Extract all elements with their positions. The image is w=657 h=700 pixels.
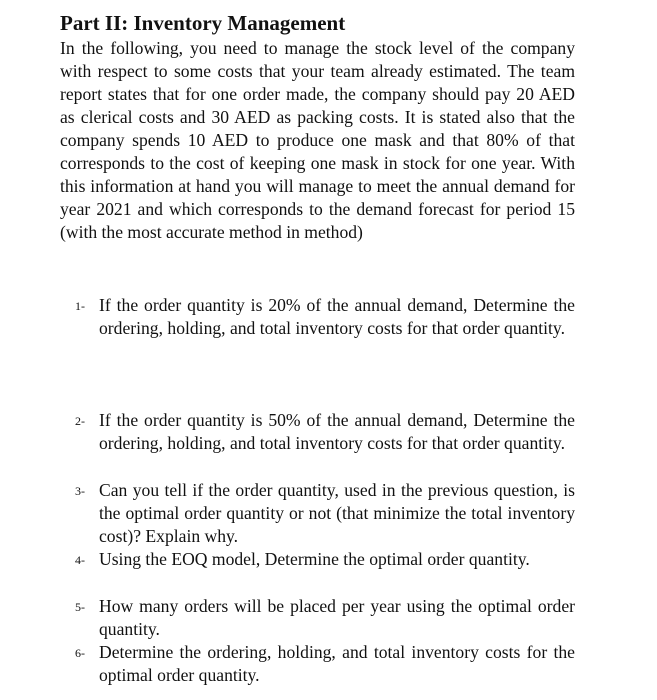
question-text: How many orders will be placed per year using the optimal order quantity. <box>99 596 575 639</box>
question-item-1 <box>75 294 575 340</box>
question-text: Using the EOQ model, Determine the optimal order quantity. <box>99 549 530 569</box>
question-item-4 <box>75 548 575 571</box>
question-number: 2- <box>75 414 85 428</box>
question-item-2 <box>75 409 575 455</box>
question-number: 1- <box>75 299 85 313</box>
question-item-3 <box>75 479 575 548</box>
section-title: Part II: Inventory Management <box>60 11 346 35</box>
question-number: 4- <box>75 553 85 567</box>
question-text: If the order quantity is 20% of the annual demand, Determine the ordering, holding, and total inventory costs for that order quantity. <box>99 295 575 338</box>
question-item-6 <box>75 641 575 687</box>
question-number: 6- <box>75 646 85 660</box>
question-number: 3- <box>75 484 85 498</box>
intro-paragraph: In the following, you need to manage the stock level of the company with respect to some costs that your team already estimated. The team report states that for one order made, the company should pay 20 AED as clerical costs and 30 AED as packing costs. It is stated also that the company spends 10 AED to produce one mask and that 80% of that corresponds to the cost of keeping one mask in stock for one year. With this information at hand you will manage to meet the annual demand for year 2021 and which corresponds to the demand forecast for period 15 (with the most accurate method in method) <box>60 38 575 242</box>
question-text: Can you tell if the order quantity, used in the previous question, is the optimal order quantity or not (that minimize the total inventory cost)? Explain why. <box>99 480 575 546</box>
question-item-5 <box>75 595 575 641</box>
question-number: 5- <box>75 600 85 614</box>
question-text: Determine the ordering, holding, and total inventory costs for the optimal order quantity. <box>99 642 575 685</box>
question-text: If the order quantity is 50% of the annual demand, Determine the ordering, holding, and total inventory costs for that order quantity. <box>99 410 575 453</box>
